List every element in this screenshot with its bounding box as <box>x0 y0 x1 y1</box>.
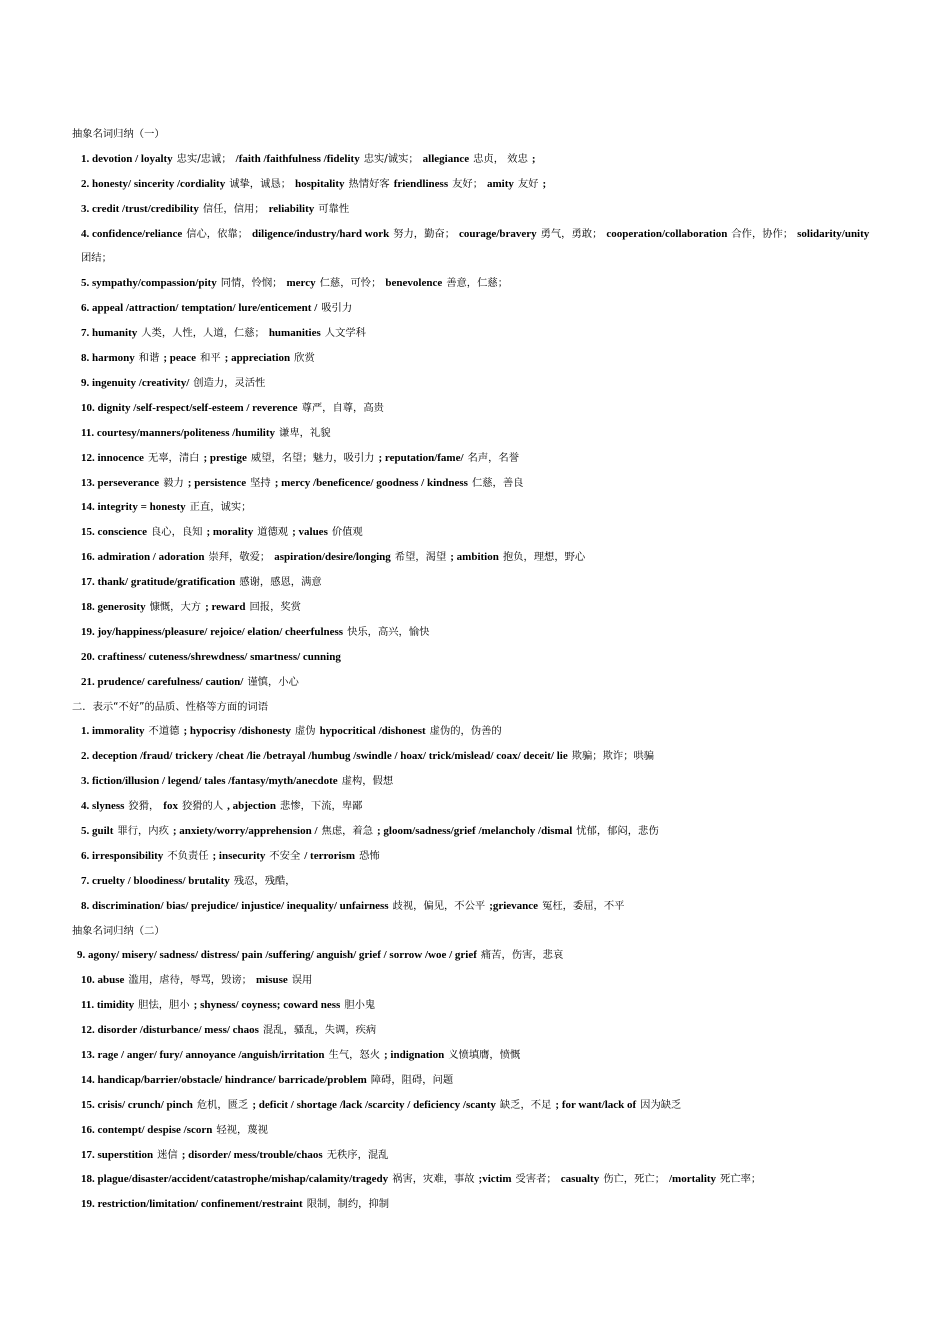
english-terms: ; morality <box>206 526 254 539</box>
english-terms: /faith /faithfulness /fidelity <box>235 152 360 165</box>
english-terms: ; ambition <box>450 551 499 564</box>
english-terms: 17. superstition <box>81 1148 154 1161</box>
english-terms: 18. plague/disaster/accident/catastrophe/mishap/calamity/tragedy <box>81 1173 389 1186</box>
english-terms: aspiration/desire/longing <box>274 551 391 564</box>
english-terms: 1. devotion / loyalty <box>81 152 173 165</box>
english-terms: 9. agony/ misery/ sadness/ distress/ pain /suffering/ anguish/ grief / sorrow /woe / grief <box>77 949 477 962</box>
chinese-gloss: 正直，诚实； <box>189 501 252 514</box>
english-terms: 6. irresponsibility <box>81 849 164 862</box>
english-terms: mercy <box>286 277 316 290</box>
chinese-gloss: 冤枉，委屈，不平 <box>542 899 625 912</box>
chinese-gloss: 名声，名誉 <box>467 451 520 464</box>
vocab-entry <box>72 371 882 396</box>
chinese-gloss: 崇拜，敬爱； <box>208 551 271 564</box>
english-terms: 5. guilt <box>81 824 114 837</box>
vocab-entry <box>72 1018 882 1043</box>
chinese-gloss: 忧郁，郁闷，悲伤 <box>576 824 659 837</box>
english-terms: diligence/industry/hard work <box>252 227 390 240</box>
chinese-gloss: 滥用，虐待，辱骂，毁谤； <box>128 974 252 987</box>
chinese-gloss: 无辜，清白 <box>147 451 200 464</box>
english-terms: misuse <box>255 974 288 987</box>
chinese-gloss: 吸引力 <box>321 302 353 315</box>
english-terms: ; hypocrisy /dishonesty <box>183 725 292 738</box>
english-terms: humanities <box>268 327 321 340</box>
english-terms: ; indignation <box>384 1048 445 1061</box>
english-terms: 7. humanity <box>81 327 138 340</box>
vocab-entry <box>72 396 882 421</box>
english-terms: ; values <box>292 526 328 539</box>
vocab-entry <box>72 670 882 695</box>
vocab-entry <box>72 819 882 844</box>
vocab-entry <box>72 894 882 919</box>
vocab-entry <box>72 595 882 620</box>
section-heading: 抽象名词归纳（一） <box>72 128 165 140</box>
vocab-entry <box>72 520 882 545</box>
section-heading: 二．表示“不好”的品质、性格等方面的词语 <box>72 700 269 713</box>
english-terms: cooperation/collaboration <box>606 227 728 240</box>
document-body <box>72 122 882 1217</box>
chinese-gloss: 欣赏 <box>294 352 315 365</box>
chinese-gloss: 不道德 <box>148 725 180 738</box>
english-terms: benevolence <box>385 277 443 290</box>
english-terms: ; peace <box>163 352 197 365</box>
chinese-gloss: 狡猾， <box>128 800 160 813</box>
vocab-entry <box>72 1068 882 1093</box>
english-terms: 5. sympathy/compassion/pity <box>81 277 217 290</box>
chinese-gloss: 焦虑，着急 <box>321 824 374 837</box>
vocab-entry <box>72 1093 882 1118</box>
vocab-entry <box>72 495 882 520</box>
chinese-gloss: 因为缺乏 <box>640 1098 682 1111</box>
english-terms: 8. harmony <box>81 352 135 365</box>
english-terms: ; persistence <box>187 476 247 489</box>
chinese-gloss: 希望，渴望 <box>394 551 447 564</box>
vocab-entry <box>72 943 882 968</box>
vocab-entry <box>72 794 882 819</box>
vocab-entry <box>72 719 882 744</box>
chinese-gloss: 混乱，骚乱，失调，疾病 <box>262 1024 377 1037</box>
chinese-gloss: 威望，名望；魅力，吸引力 <box>250 451 375 464</box>
chinese-gloss: 伤亡，死亡； <box>603 1173 665 1186</box>
english-terms: 7. cruelty / bloodiness/ brutality <box>81 874 230 887</box>
english-terms: , abjection <box>227 800 277 813</box>
chinese-gloss: 误用 <box>291 974 313 987</box>
chinese-gloss: 忠贞， 效忠 <box>473 152 528 165</box>
chinese-gloss: 不负责任 <box>167 849 209 862</box>
english-terms: 1. immorality <box>81 725 145 738</box>
vocab-entry <box>72 993 882 1018</box>
english-terms: 19. joy/happiness/pleasure/ rejoice/ elation/ cheerfulness <box>81 625 344 638</box>
chinese-gloss: 感谢，感恩，满意 <box>239 576 322 589</box>
english-terms: ; for want/lack of <box>555 1098 637 1111</box>
english-terms: 14. handicap/barrier/obstacle/ hindrance/ barricade/problem <box>81 1073 367 1086</box>
chinese-gloss: 忠实/忠诚； <box>176 152 232 165</box>
chinese-gloss: 仁慈，善良 <box>471 476 524 489</box>
chinese-gloss: 谨慎，小心 <box>247 675 299 688</box>
english-terms: / terrorism <box>304 849 356 862</box>
chinese-gloss: 热情好客 <box>348 177 390 190</box>
english-terms: ; gloom/sadness/grief /melancholy /dismal <box>377 824 573 837</box>
english-terms: friendliness <box>393 177 449 190</box>
chinese-gloss: 努力，勤奋； <box>393 227 455 240</box>
chinese-gloss: 残忍，残酷， <box>233 874 296 887</box>
vocab-entry <box>72 968 882 993</box>
vocab-entry <box>72 222 882 272</box>
english-terms: 17. thank/ gratitude/gratification <box>81 576 236 589</box>
chinese-gloss: 受害者； <box>515 1173 557 1186</box>
chinese-gloss: 友好 <box>517 177 539 190</box>
vocab-entry <box>72 1118 882 1143</box>
chinese-gloss: 和平 <box>200 352 221 365</box>
chinese-gloss: 回报，奖赏 <box>249 600 301 613</box>
chinese-gloss: 仁慈，可怜； <box>319 277 382 290</box>
english-terms: 14. integrity = honesty <box>81 501 186 514</box>
english-terms: ; prestige <box>203 451 247 464</box>
english-terms: 10. abuse <box>81 974 125 987</box>
english-terms: ; anxiety/worry/apprehension / <box>172 824 318 837</box>
chinese-gloss: 创造力，灵活性 <box>193 376 266 389</box>
vocab-entry <box>72 1192 882 1217</box>
chinese-gloss: 坚持 <box>250 476 271 489</box>
english-terms: 13. rage / anger/ fury/ annoyance /anguish/irritation <box>81 1048 325 1061</box>
english-terms: 4. slyness <box>81 800 125 813</box>
english-terms: 11. timidity <box>81 999 135 1012</box>
vocab-entry <box>72 296 882 321</box>
english-terms: 20. craftiness/ cuteness/shrewdness/ smartness/ cunning <box>81 650 341 663</box>
english-terms: 21. prudence/ carefulness/ caution/ <box>81 675 244 688</box>
english-terms: amity <box>487 177 514 190</box>
chinese-gloss: 忠实/诚实； <box>363 152 419 165</box>
section-heading: 抽象名词归纳（二） <box>72 924 165 937</box>
chinese-gloss: 不安全 <box>269 849 301 862</box>
chinese-gloss: 信心，依靠； <box>186 227 248 240</box>
chinese-gloss: 毅力 <box>163 476 184 489</box>
chinese-gloss: 胆怯，胆小 <box>138 999 190 1012</box>
chinese-gloss: 慷慨，大方 <box>149 600 202 613</box>
english-terms: fox <box>163 800 178 813</box>
chinese-gloss: 谦卑，礼貌 <box>279 426 331 439</box>
vocab-entry <box>72 172 882 197</box>
chinese-gloss: 歧视，偏见，不公平 <box>392 899 486 912</box>
vocab-entry <box>72 545 882 570</box>
english-terms: 2. honesty/ sincerity /cordiality <box>81 177 226 190</box>
chinese-gloss: 胆小鬼 <box>344 999 376 1012</box>
english-terms: 13. perseverance <box>81 476 160 489</box>
english-terms: ; reward <box>205 600 246 613</box>
chinese-gloss: 信任，信用； <box>202 202 265 215</box>
chinese-gloss: 尊严，自尊，高贵 <box>301 401 384 414</box>
english-terms: 12. innocence <box>81 451 144 464</box>
chinese-gloss: 快乐，高兴，愉快 <box>347 625 430 638</box>
chinese-gloss: 善意，仁慈； <box>446 277 508 290</box>
english-terms: hypocritical /dishonest <box>319 725 426 738</box>
english-terms: 8. discrimination/ bias/ prejudice/ injustice/ inequality/ unfairness <box>81 899 389 912</box>
chinese-gloss: 罪行，内疚 <box>117 824 169 837</box>
english-terms: reliability <box>268 202 315 215</box>
english-terms: ; mercy /beneficence/ goodness / kindness <box>274 476 468 489</box>
english-terms: ; shyness/ coyness; coward ness <box>193 999 341 1012</box>
chinese-gloss: 轻视，蔑视 <box>216 1123 268 1136</box>
chinese-gloss: 悲惨，下流，卑鄙 <box>280 800 363 813</box>
chinese-gloss: 义愤填膺，愤慨 <box>448 1048 521 1061</box>
chinese-gloss: 虚构，假想 <box>341 775 394 788</box>
chinese-gloss: 危机，匮乏 <box>196 1098 249 1111</box>
vocab-entry <box>72 570 882 595</box>
english-terms: 16. admiration / adoration <box>81 551 205 564</box>
chinese-gloss: 狡猾的人 <box>181 800 224 813</box>
chinese-gloss: 良心，良知 <box>150 526 203 539</box>
chinese-gloss: 祸害，灾难，事故 <box>392 1173 475 1186</box>
english-terms: casualty <box>560 1173 600 1186</box>
chinese-gloss: 可靠性 <box>318 202 350 215</box>
vocab-entry <box>72 769 882 794</box>
chinese-gloss: 迷信 <box>157 1148 178 1161</box>
vocab-entry <box>72 844 882 869</box>
vocab-entry <box>72 1143 882 1168</box>
chinese-gloss: 和谐 <box>138 352 160 365</box>
english-terms: ; reputation/fame/ <box>378 451 464 464</box>
english-terms: 2. deception /fraud/ trickery /cheat /lie /betrayal /humbug /swindle / hoax/ trick/mislead/ coax/ deceit/ lie <box>81 750 568 763</box>
chinese-gloss: 团结； <box>81 252 112 265</box>
english-terms: 4. confidence/reliance <box>81 227 183 240</box>
vocab-entry <box>72 620 882 645</box>
vocab-entry <box>72 1167 882 1192</box>
vocab-entry <box>72 1043 882 1068</box>
chinese-gloss: 抱负，理想，野心 <box>502 551 586 564</box>
chinese-gloss: 价值观 <box>331 526 363 539</box>
english-terms: 9. ingenuity /creativity/ <box>81 376 190 389</box>
english-terms: 15. crisis/ crunch/ pinch <box>81 1098 193 1111</box>
chinese-gloss: 虚伪 <box>295 725 316 738</box>
english-terms: 18. generosity <box>81 600 146 613</box>
chinese-gloss: 虚伪的，伪善的 <box>429 725 502 738</box>
chinese-gloss: 死亡率； <box>720 1173 762 1186</box>
vocab-entry <box>72 471 882 496</box>
chinese-gloss: 限制，制约，抑制 <box>306 1198 390 1211</box>
chinese-gloss: 合作，协作； <box>731 227 794 240</box>
vocab-entry <box>72 421 882 446</box>
vocab-entry <box>72 346 882 371</box>
english-terms: courage/bravery <box>459 227 537 240</box>
vocab-entry <box>72 321 882 346</box>
chinese-gloss: 生气，怒火 <box>328 1048 381 1061</box>
english-terms: 15. conscience <box>81 526 147 539</box>
chinese-gloss: 友好； <box>452 177 483 190</box>
english-terms: 10. dignity /self-respect/self-esteem / reverence <box>81 401 298 414</box>
vocab-entry <box>72 744 882 769</box>
english-terms: solidarity/unity <box>797 227 870 240</box>
vocab-entry <box>72 197 882 222</box>
vocab-entry <box>72 147 882 172</box>
english-terms: ; disorder/ mess/trouble/chaos <box>181 1148 323 1161</box>
english-terms: 12. disorder /disturbance/ mess/ chaos <box>81 1024 259 1037</box>
english-terms: ; <box>531 152 536 165</box>
chinese-gloss: 缺乏，不足 <box>499 1098 552 1111</box>
english-terms: allegiance <box>422 152 470 165</box>
chinese-gloss: 人类，人性，人道，仁慈； <box>141 327 265 340</box>
chinese-gloss: 恐怖 <box>359 849 380 862</box>
chinese-gloss: 勇气，勇敢； <box>540 227 603 240</box>
english-terms: /mortality <box>669 1173 717 1186</box>
english-terms: ; <box>542 177 547 190</box>
chinese-gloss: 障碍，阻碍，问题 <box>370 1073 454 1086</box>
chinese-gloss: 无秩序，混乱 <box>326 1148 389 1161</box>
chinese-gloss: 同情，怜悯； <box>220 277 283 290</box>
english-terms: 3. fiction/illusion / legend/ tales /fantasy/myth/anecdote <box>81 775 338 788</box>
chinese-gloss: 人文学科 <box>324 327 366 340</box>
english-terms: ;victim <box>478 1173 512 1186</box>
english-terms: 3. credit /trust/credibility <box>81 202 199 215</box>
english-terms: 19. restriction/limitation/ confinement/restraint <box>81 1198 303 1211</box>
chinese-gloss: 痛苦，伤害，悲哀 <box>480 949 564 962</box>
vocab-entry <box>72 271 882 296</box>
english-terms: ; insecurity <box>212 849 266 862</box>
english-terms: ; deficit / shortage /lack /scarcity / deficiency /scanty <box>252 1098 496 1111</box>
english-terms: 6. appeal /attraction/ temptation/ lure/enticement / <box>81 302 318 315</box>
chinese-gloss: 诚挚，诚恳； <box>229 177 291 190</box>
vocab-entry <box>72 446 882 471</box>
english-terms: ;grievance <box>489 899 539 912</box>
english-terms: 16. contempt/ despise /scorn <box>81 1123 213 1136</box>
chinese-gloss: 道德观 <box>257 526 289 539</box>
vocab-entry <box>72 869 882 894</box>
english-terms: ; appreciation <box>224 352 291 365</box>
english-terms: 11. courtesy/manners/politeness /humility <box>81 426 276 439</box>
chinese-gloss: 欺骗；欺诈；哄骗 <box>571 750 655 763</box>
vocab-entry <box>72 645 882 670</box>
english-terms: hospitality <box>295 177 345 190</box>
